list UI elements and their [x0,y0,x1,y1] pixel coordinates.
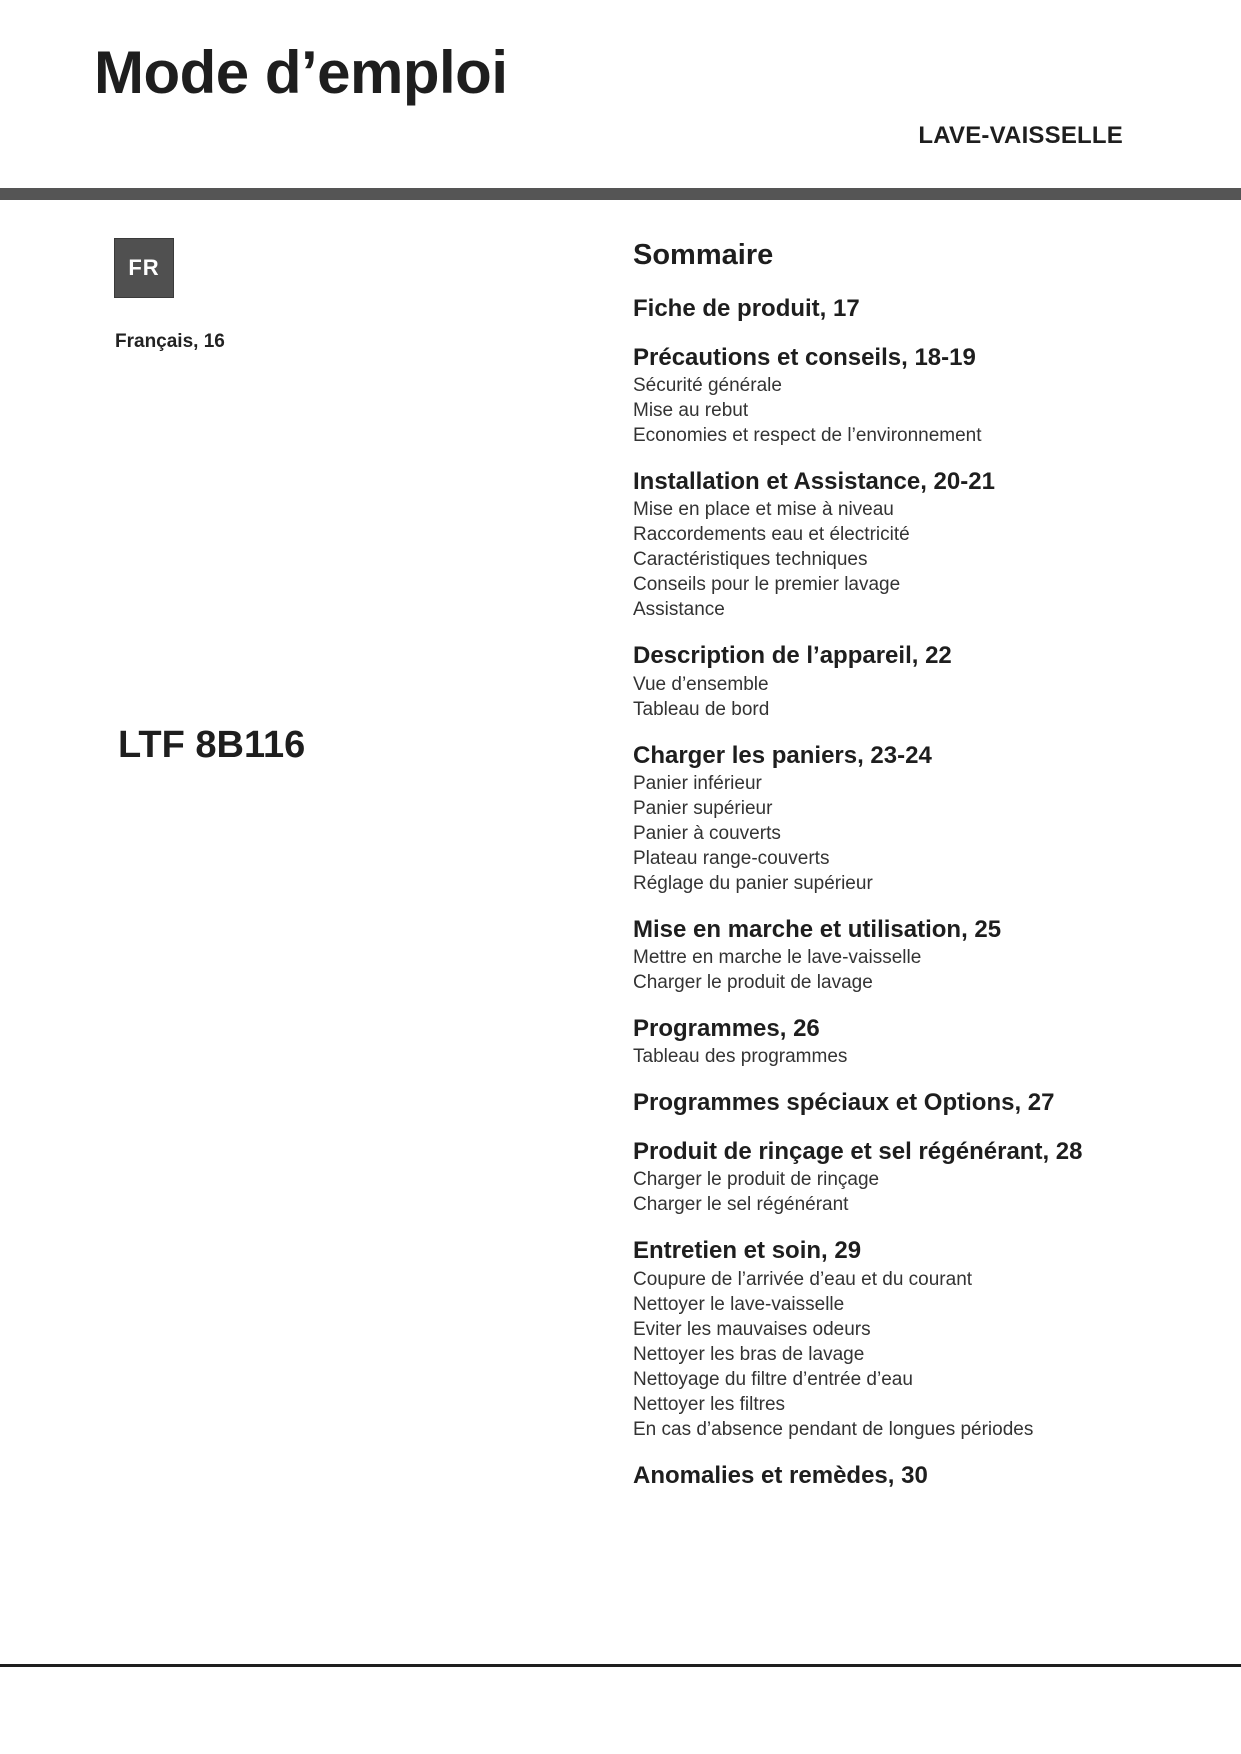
toc-section [633,1136,1193,1217]
toc-section-heading[interactable]: Produit de rinçage et sel régénérant, 28 [633,1138,1083,1166]
toc-subitem[interactable]: Nettoyer le lave-vaisselle [633,1293,845,1315]
language-page-link[interactable]: Français, 16 [115,331,225,352]
toc-section [633,293,1193,324]
toc-section [633,740,1193,896]
toc-subitem[interactable]: Tableau des programmes [633,1046,848,1068]
toc-subitem[interactable]: Caractéristiques techniques [633,549,868,571]
toc-section [633,1235,1193,1441]
toc-section-heading[interactable]: Programmes, 26 [633,1014,820,1042]
toc-section [633,466,1193,622]
page-title: Mode d’emploi [94,39,508,106]
toc-section-heading[interactable]: Programmes spéciaux et Options, 27 [633,1089,1055,1117]
toc-section [633,1460,1193,1491]
table-of-contents [633,238,1193,1509]
toc-subitem[interactable]: Mise au rebut [633,400,749,422]
toc-subitem[interactable]: Réglage du panier supérieur [633,872,873,894]
toc-subitem[interactable]: Economies et respect de l’environnement [633,425,982,447]
toc-subitem[interactable]: Charger le sel régénérant [633,1194,849,1216]
toc-section-heading[interactable]: Charger les paniers, 23-24 [633,741,932,769]
toc-section [633,1013,1193,1069]
toc-subitem[interactable]: Tableau de bord [633,698,770,720]
toc-subitem[interactable]: Nettoyer les filtres [633,1393,786,1415]
toc-sections [633,293,1193,1491]
toc-section-heading[interactable]: Précautions et conseils, 18-19 [633,343,976,371]
toc-subitem[interactable]: Raccordements eau et électricité [633,524,910,546]
toc-section [633,1087,1193,1118]
toc-section-heading[interactable]: Fiche de produit, 17 [633,294,860,322]
toc-section [633,914,1193,995]
toc-subitem[interactable]: Vue d’ensemble [633,673,769,695]
toc-subitem[interactable]: Nettoyage du filtre d’entrée d’eau [633,1368,913,1390]
header-divider [0,188,1241,200]
toc-section-heading[interactable]: Description de l’appareil, 22 [633,642,952,670]
toc-subitem[interactable]: En cas d’absence pendant de longues périodes [633,1418,1034,1440]
toc-subitem[interactable]: Panier à couverts [633,822,781,844]
toc-section-heading[interactable]: Anomalies et remèdes, 30 [633,1461,928,1489]
toc-subitem[interactable]: Mise en place et mise à niveau [633,499,894,521]
toc-subitem[interactable]: Eviter les mauvaises odeurs [633,1318,871,1340]
toc-subitem[interactable]: Charger le produit de lavage [633,971,873,993]
toc-subitem[interactable]: Panier inférieur [633,772,762,794]
toc-subitem[interactable]: Charger le produit de rinçage [633,1169,880,1191]
product-type-label: LAVE-VAISSELLE [918,122,1123,149]
toc-title: Sommaire [633,239,774,271]
toc-section [633,640,1193,721]
toc-subitem[interactable]: Nettoyer les bras de lavage [633,1343,865,1365]
toc-section [633,342,1193,448]
model-number: LTF 8B116 [118,724,306,766]
toc-subitem[interactable]: Sécurité générale [633,375,782,397]
toc-subitem[interactable]: Assistance [633,599,725,621]
toc-subitem[interactable]: Conseils pour le premier lavage [633,574,901,596]
language-badge: FR [114,238,174,298]
toc-subitem[interactable]: Coupure de l’arrivée d’eau et du courant [633,1268,973,1290]
toc-section-heading[interactable]: Entretien et soin, 29 [633,1237,862,1265]
toc-section-heading[interactable]: Mise en marche et utilisation, 25 [633,915,1002,943]
toc-subitem[interactable]: Mettre en marche le lave-vaisselle [633,946,922,968]
toc-subitem[interactable]: Panier supérieur [633,797,773,819]
footer-divider [0,1664,1241,1667]
toc-section-heading[interactable]: Installation et Assistance, 20-21 [633,468,995,496]
toc-subitem[interactable]: Plateau range-couverts [633,847,830,869]
